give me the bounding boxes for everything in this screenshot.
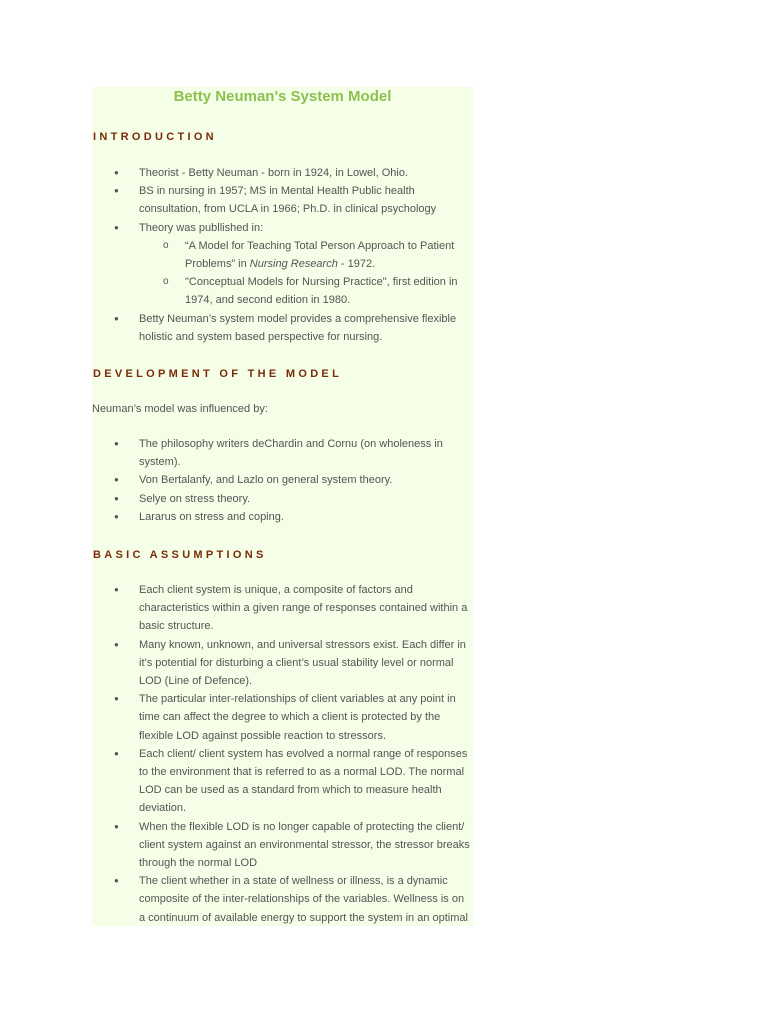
assumptions-list <box>92 581 473 926</box>
section-heading-development: DEVELOPMENT OF THE MODEL <box>93 368 343 380</box>
introduction-list <box>92 164 473 346</box>
document-panel <box>92 87 473 926</box>
list-item: ● The philosophy writers deChardin and Cornu (on wholeness in system). <box>92 435 471 471</box>
section-heading-introduction: INTRODUCTION <box>93 131 217 143</box>
list-item: ● Betty Neuman’s system model provides a comprehensive flexible holistic and system based perspective for nursing. <box>92 310 471 346</box>
list-item: ● Lararus on stress and coping. <box>92 508 471 526</box>
list-item: ● Theorist - Betty Neuman - born in 1924, in Lowel, Ohio. <box>92 164 471 182</box>
development-lead-text: Neuman’s model was influenced by: <box>92 403 268 415</box>
publication-sublist <box>139 237 471 310</box>
list-item: ● When the flexible LOD is no longer capable of protecting the client/ client system against an environmental stressor, the stressor breaks through the normal LOD <box>92 818 471 873</box>
list-item: ● The particular inter-relationships of client variables at any point in time can affect the degree to which a client is protected by the flexible LOD against possible reaction to stressors. <box>92 690 471 745</box>
list-item: ● Each client/ client system has evolved a normal range of responses to the environment that is referred to as a normal LOD. The normal LOD can be used as a standard from which to measure health deviation. <box>92 745 471 818</box>
list-item <box>92 219 471 310</box>
list-item-text: Theory was publlished in: <box>139 221 264 234</box>
list-item: ● Each client system is unique, a composite of factors and characteristics within a given range of responses contained within a basic structure. <box>92 581 471 636</box>
development-list <box>92 435 473 526</box>
list-item: ● The client whether in a state of wellness or illness, is a dynamic composite of the inter-relationships of the variables. Wellness is on a continuum of available energy to support the system in an optimal <box>92 872 471 926</box>
list-item: ● Selye on stress theory. <box>92 490 471 508</box>
sub-list-item: o "Conceptual Models for Nursing Practice", first edition in 1974, and second edition in 1980. <box>139 273 471 309</box>
section-heading-assumptions: BASIC ASSUMPTIONS <box>93 549 267 561</box>
list-item: ● Many known, unknown, and universal stressors exist. Each differ in it’s potential for disturbing a client’s usual stability level or normal LOD (Line of Defence). <box>92 636 471 691</box>
page-title: Betty Neuman's System Model <box>173 88 392 105</box>
sub-list-item: o “A Model for Teaching Total Person Approach to Patient Problems” in Nursing Research - 1972. <box>139 237 471 273</box>
list-item: ● Von Bertalanfy, and Lazlo on general system theory. <box>92 471 471 489</box>
journal-title: Nursing Research <box>249 258 338 271</box>
list-item: ● BS in nursing in 1957; MS in Mental Health Public health consultation, from UCLA in 1966; Ph.D. in clinical psychology <box>92 182 471 218</box>
